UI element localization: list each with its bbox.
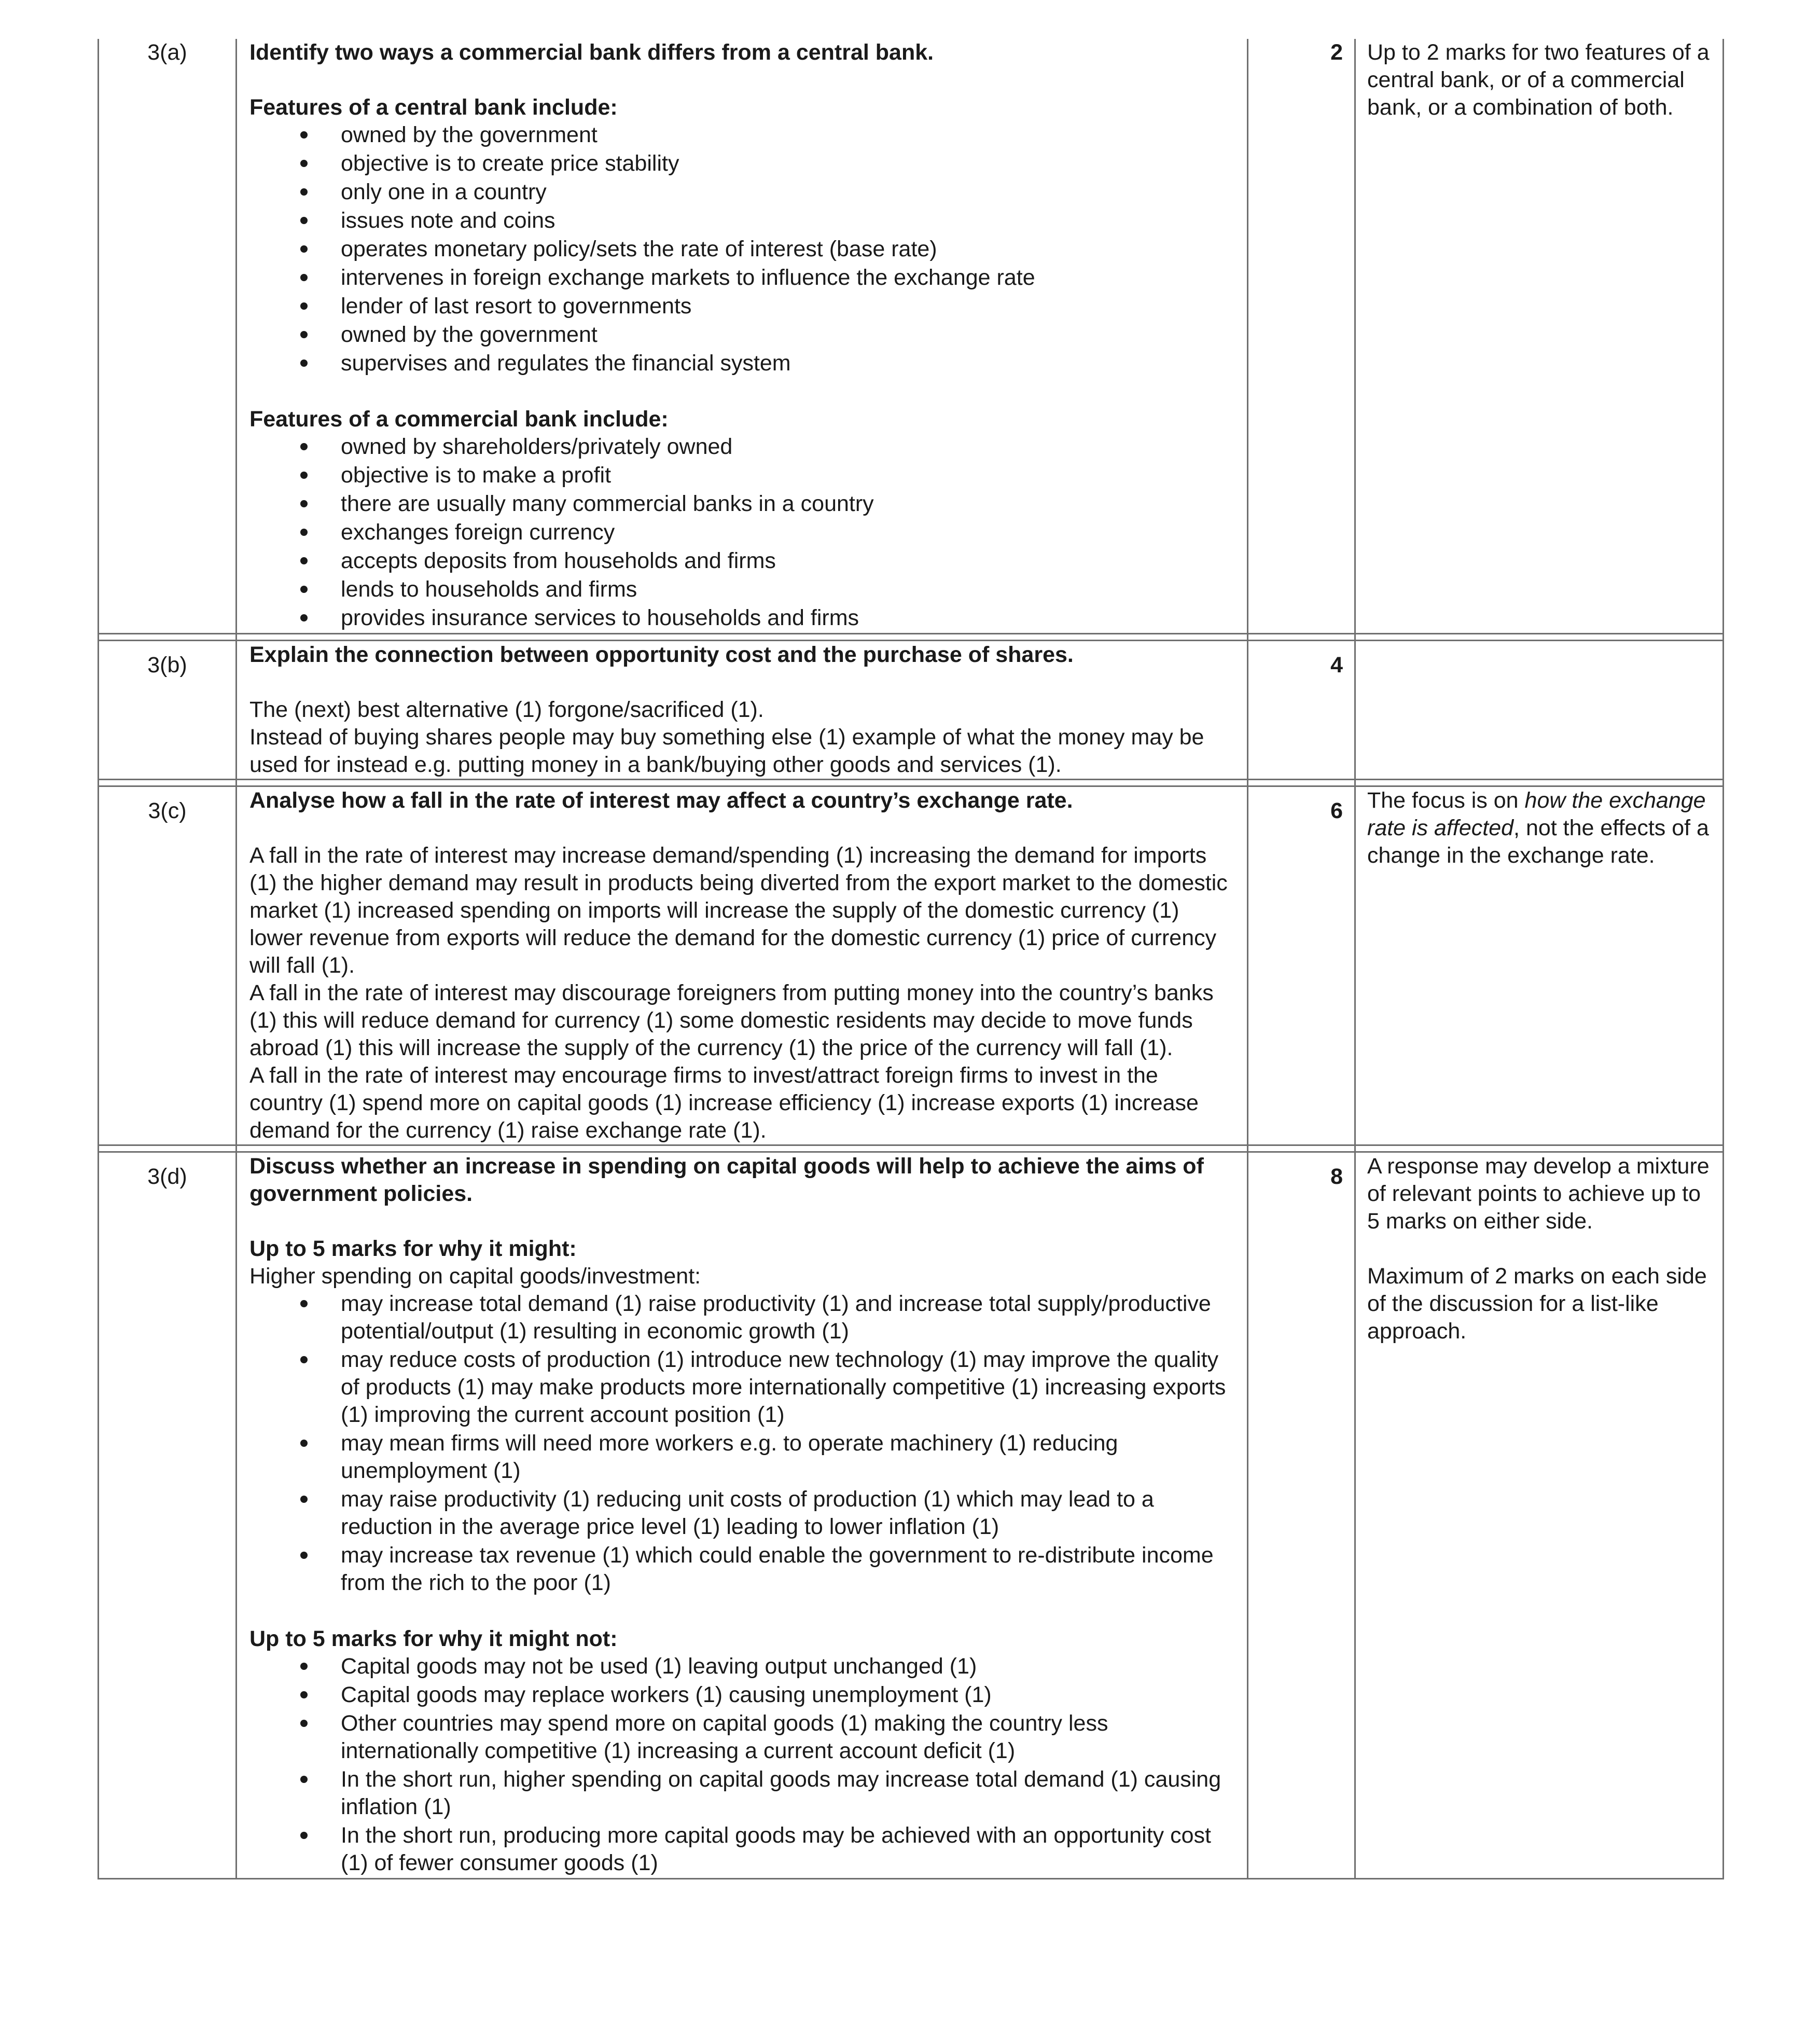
question-number: 3(b) (99, 641, 237, 780)
question-row-3d (99, 1152, 1724, 1879)
guidance-cell (1355, 39, 1724, 634)
list-item: there are usually many commercial banks in a country (249, 490, 1235, 518)
list-item: may increase total demand (1) raise productivity (1) and increase total supply/productive potential/output (1) resulting in economic growth (1) (249, 1290, 1235, 1345)
might-not-heading: Up to 5 marks for why it might not: (249, 1626, 618, 1651)
list-item: supervises and regulates the financial system (249, 350, 1235, 377)
question-prompt: Discuss whether an increase in spending on capital goods will help to achieve the aims of government policies. (249, 1154, 1204, 1206)
question-prompt: Analyse how a fall in the rate of interest may affect a country’s exchange rate. (249, 788, 1073, 813)
commercial-bank-list (249, 433, 1235, 632)
question-row-3b (99, 641, 1724, 780)
central-bank-heading: Features of a central bank include: (249, 95, 618, 120)
guidance-text-end: , not the effects of a change in the exchange rate. (1367, 815, 1709, 868)
guidance-text: Up to 2 marks for two features of a central bank, or of a commercial bank, or a combination of both. (1367, 40, 1710, 120)
list-item: may increase tax revenue (1) which could enable the government to re-distribute income from the rich to the poor (1) (249, 1542, 1235, 1597)
marks-value: 6 (1248, 786, 1355, 1145)
row-divider (99, 634, 1724, 641)
answer-text: The (next) best alternative (1) forgone/sacrificed (1). (249, 697, 764, 722)
list-item: exchanges foreign currency (249, 519, 1235, 546)
answer-text: A fall in the rate of interest may encourage firms to invest/attract foreign firms to invest in the country (1) spend more on capital goods (1) increase efficiency (1) increase exports (1) increase demand for the currency (1) raise exchange rate (1). (249, 1063, 1199, 1143)
guidance-text: Maximum of 2 marks on each side of the discussion for a list-like approach. (1367, 1264, 1707, 1344)
list-item: owned by shareholders/privately owned (249, 433, 1235, 461)
list-item: Capital goods may replace workers (1) causing unemployment (1) (249, 1681, 1235, 1709)
list-item: Other countries may spend more on capital goods (1) making the country less internationally competitive (1) increasing a current account deficit (1) (249, 1710, 1235, 1765)
list-item: may mean firms will need more workers e.g. to operate machinery (1) reducing unemployment (1) (249, 1430, 1235, 1485)
guidance-cell (1355, 641, 1724, 780)
question-number: 3(d) (99, 1152, 237, 1879)
question-row-3a (99, 39, 1724, 634)
question-number: 3(a) (99, 39, 237, 634)
list-item: issues note and coins (249, 207, 1235, 234)
list-item: only one in a country (249, 178, 1235, 206)
might-intro: Higher spending on capital goods/investment: (249, 1264, 701, 1289)
marks-value: 4 (1248, 641, 1355, 780)
mark-scheme-table (98, 39, 1724, 1879)
list-item: Capital goods may not be used (1) leaving output unchanged (1) (249, 1653, 1235, 1680)
list-item: provides insurance services to households and firms (249, 604, 1235, 632)
list-item: operates monetary policy/sets the rate of interest (base rate) (249, 236, 1235, 263)
list-item: objective is to make a profit (249, 462, 1235, 489)
answer-text: Instead of buying shares people may buy something else (1) example of what the money may be used for instead e.g. putting money in a bank/buying other goods and services (1). (249, 725, 1204, 777)
answer-cell (237, 786, 1248, 1145)
list-item: owned by the government (249, 121, 1235, 149)
might-heading: Up to 5 marks for why it might: (249, 1236, 577, 1261)
guidance-cell (1355, 1152, 1724, 1879)
question-row-3c (99, 786, 1724, 1145)
marks-value: 2 (1248, 39, 1355, 634)
marks-value: 8 (1248, 1152, 1355, 1879)
central-bank-list (249, 121, 1235, 377)
answer-cell (237, 1152, 1248, 1879)
list-item: accepts deposits from households and firms (249, 547, 1235, 575)
might-not-list (249, 1653, 1235, 1877)
list-item: owned by the government (249, 321, 1235, 349)
list-item: objective is to create price stability (249, 150, 1235, 177)
answer-cell (237, 39, 1248, 634)
answer-cell (237, 641, 1248, 780)
guidance-emphasis: how the exchange rate is affected (1367, 788, 1706, 840)
row-divider (99, 1145, 1724, 1152)
guidance-text: A response may develop a mixture of relevant points to achieve up to 5 marks on either side. (1367, 1154, 1710, 1234)
list-item: In the short run, higher spending on capital goods may increase total demand (1) causing inflation (1) (249, 1766, 1235, 1821)
question-number: 3(c) (99, 786, 237, 1145)
guidance-text-start: The focus is on (1367, 788, 1525, 813)
list-item: In the short run, producing more capital goods may be achieved with an opportunity cost (1) of fewer consumer goods (1) (249, 1822, 1235, 1877)
mark-scheme-page (98, 39, 1722, 1879)
guidance-cell (1355, 786, 1724, 1145)
list-item: lends to households and firms (249, 576, 1235, 603)
list-item: intervenes in foreign exchange markets to influence the exchange rate (249, 264, 1235, 292)
answer-text: A fall in the rate of interest may increase demand/spending (1) increasing the demand for imports (1) the higher demand may result in products being diverted from the export market to the domestic market (1) increased spending on imports will increase the supply of the domestic currency (1) lower revenue from exports will reduce the demand for the domestic currency (1) price of currency will fall (1). (249, 843, 1228, 978)
commercial-bank-heading: Features of a commercial bank include: (249, 407, 669, 432)
guidance-text (1367, 787, 1711, 869)
list-item: may reduce costs of production (1) introduce new technology (1) may improve the quality of products (1) may make products more internationally competitive (1) increasing exports (1) improving the current account position (1) (249, 1346, 1235, 1429)
answer-text: A fall in the rate of interest may discourage foreigners from putting money into the country’s banks (1) this will reduce demand for currency (1) some domestic residents may decide to move funds abroad (1) this will increase the supply of the currency (1) the price of the currency will fall (1). (249, 980, 1214, 1060)
row-divider (99, 780, 1724, 786)
might-list (249, 1290, 1235, 1597)
list-item: may raise productivity (1) reducing unit costs of production (1) which may lead to a reduction in the average price level (1) leading to lower inflation (1) (249, 1486, 1235, 1541)
question-prompt: Explain the connection between opportunity cost and the purchase of shares. (249, 642, 1074, 667)
question-prompt: Identify two ways a commercial bank differs from a central bank. (249, 40, 934, 65)
list-item: lender of last resort to governments (249, 293, 1235, 320)
